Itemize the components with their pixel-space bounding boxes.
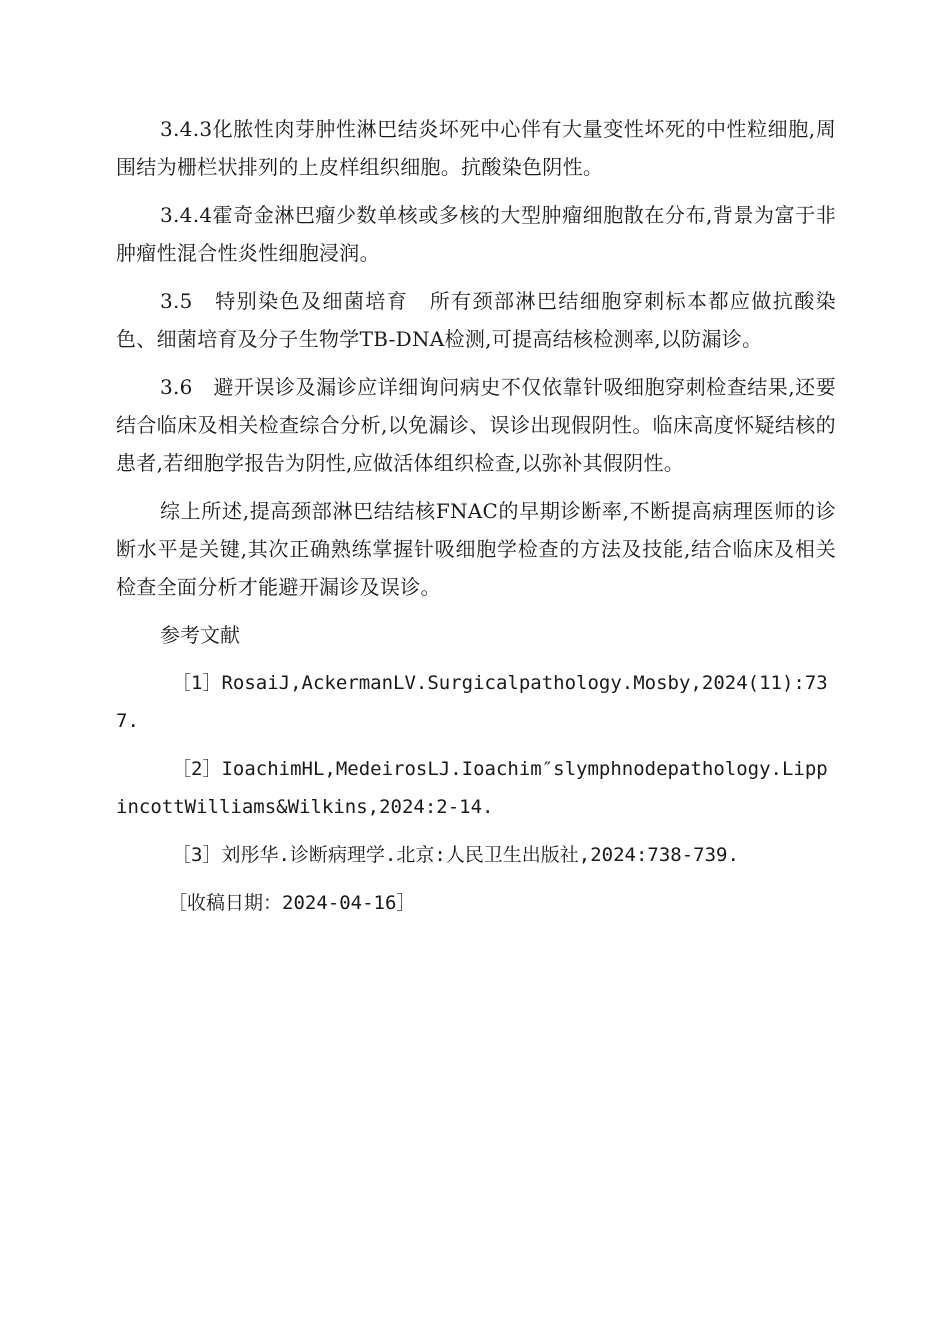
paragraph-3-5: 3.5 特别染色及细菌培育 所有颈部淋巴结细胞穿刺标本都应做抗酸染色、细菌培育及分子生物学TB-DNA检测,可提高结核检测率,以防漏诊。 bbox=[116, 289, 836, 351]
received-date: ［收稿日期：2024-04-16］ bbox=[168, 892, 416, 914]
paragraph-3-4-4: 3.4.4霍奇金淋巴瘤少数单核或多核的大型肿瘤细胞散在分布,背景为富于非肿瘤性混合性炎性细胞浸润。 bbox=[116, 203, 836, 265]
reference-item-2: ［2］IoachimHL,MedeirosLJ.Ioachim″slymphnodepathology.LippincottWilliams&Wilkins,2024:2-14. bbox=[116, 758, 828, 818]
paragraph-conclusion: 综上所述,提高颈部淋巴结结核FNAC的早期诊断率,不断提高病理医师的诊断水平是关键,其次正确熟练掌握针吸细胞学检查的方法及技能,结合临床及相关检查全面分析才能避开漏诊及误诊。 bbox=[116, 499, 836, 599]
reference-item-3: ［3］刘彤华.诊断病理学.北京:人民卫生出版社,2024:738-739. bbox=[172, 844, 739, 866]
reference-item-1: ［1］RosaiJ,AckermanLV.Surgicalpathology.Mosby,2024(11):737. bbox=[116, 672, 828, 732]
paragraph-3-4-3: 3.4.3化脓性肉芽肿性淋巴结炎坏死中心伴有大量变性坏死的中性粒细胞,周围结为栅栏状排列的上皮样组织细胞。抗酸染色阴性。 bbox=[116, 117, 836, 179]
paragraph-3-6: 3.6 避开误诊及漏诊应详细询问病史不仅依靠针吸细胞穿刺检查结果,还要结合临床及相关检查综合分析,以免漏诊、误诊出现假阴性。临床高度怀疑结核的患者,若细胞学报告为阴性,应做活体组织检查,以弥补其假阴性。 bbox=[116, 375, 836, 475]
article-body bbox=[116, 110, 836, 922]
references-title: 参考文献 bbox=[160, 623, 240, 647]
